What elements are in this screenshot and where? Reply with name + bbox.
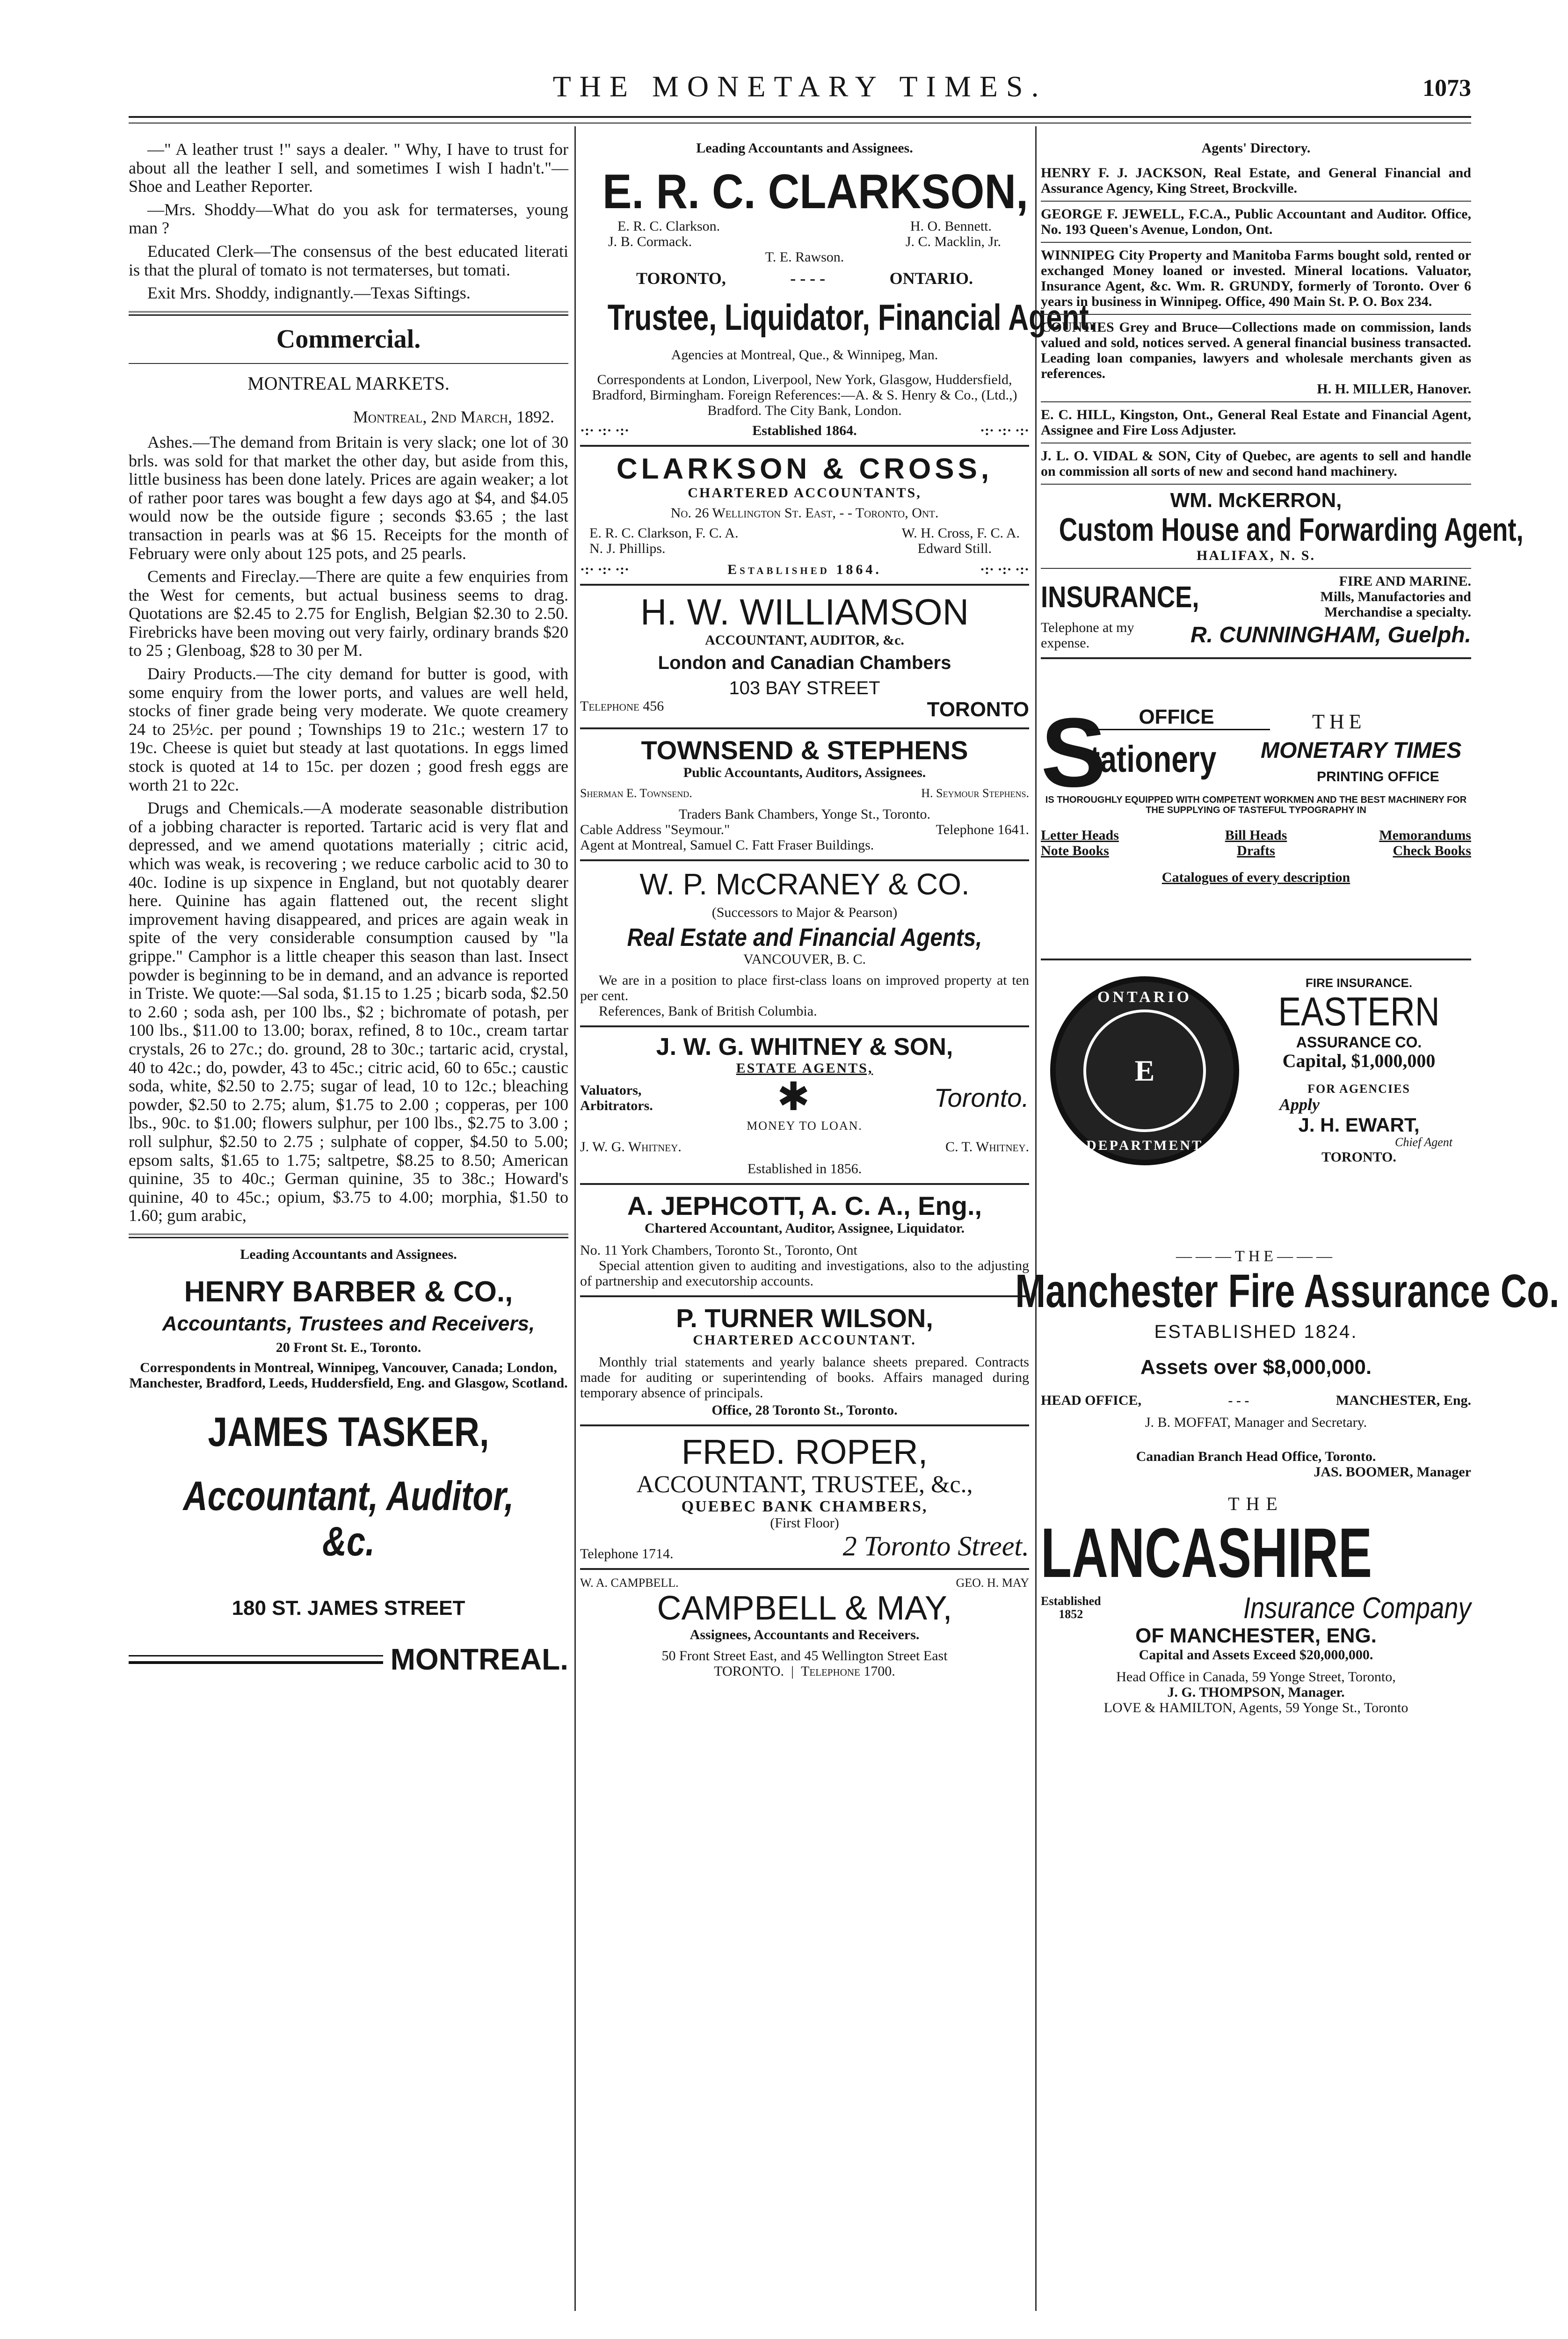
agent-jackson: HENRY F. J. JACKSON, Real Estate, and General Financial and Assurance Agency, King Street, Brockville. bbox=[1041, 165, 1471, 196]
established-text: Established 1864. bbox=[727, 561, 882, 577]
tasker-role: Accountant, Auditor, &c. bbox=[183, 1473, 514, 1565]
page-number: 1073 bbox=[1423, 75, 1471, 102]
stationery-catalogues: Catalogues of every description bbox=[1161, 870, 1350, 886]
seal-monogram: E bbox=[1083, 1010, 1206, 1132]
partner: E. R. C. Clarkson. bbox=[617, 218, 720, 234]
williamson-city: TORONTO bbox=[927, 697, 1029, 721]
tasker-city-row bbox=[129, 1643, 568, 1676]
insurance-telephone: Telephone at my expense. bbox=[1041, 620, 1134, 651]
cross-address: No. 26 Wellington St. East, - - Toronto, Ont. bbox=[670, 505, 939, 521]
seal-bottom-text: DEPARTMENT bbox=[1086, 1138, 1204, 1154]
stationery-monetary-times: MONETARY TIMES bbox=[1261, 738, 1462, 763]
divider bbox=[129, 363, 568, 364]
mccraney-references: References, Bank of British Columbia. bbox=[599, 1003, 817, 1019]
eastern-chief: Chief Agent bbox=[1394, 1135, 1452, 1149]
flourish-rule bbox=[129, 1655, 383, 1664]
stationery-the: THE bbox=[1312, 710, 1366, 734]
jephcott-address: No. 11 York Chambers, Toronto St., Toronto, Ont bbox=[580, 1242, 857, 1258]
valuators: Valuators, bbox=[580, 1082, 642, 1098]
stationery-items bbox=[1041, 828, 1471, 858]
divider bbox=[1041, 959, 1471, 960]
partner: W. H. Cross, F. C. A. bbox=[901, 525, 1020, 541]
barber-address: 20 Front St. E., Toronto. bbox=[276, 1340, 421, 1356]
partner: H. O. Bennett. bbox=[910, 218, 992, 234]
star-ornament: ✱ bbox=[777, 1075, 810, 1119]
agent-counties: COUNTIES Grey and Bruce—Collections made on commission, lands valued and sold, notices served. A general financial business transacted. Leading loan companies, lawyers and wholesale merchants given as references. bbox=[1041, 320, 1471, 381]
cross-partners-1 bbox=[580, 525, 1029, 541]
clarkson-partners-2 bbox=[580, 234, 1029, 249]
whitney-partners bbox=[580, 1139, 1029, 1155]
manchester-name: Manchester Fire Assurance Co. bbox=[1015, 1264, 1560, 1317]
agent-vidal: J. L. O. VIDAL & SON, City of Quebec, are agents to sell and handle on commission all sorts of new and second hand machinery. bbox=[1041, 448, 1471, 479]
clarkson-city bbox=[580, 269, 1029, 288]
townsend-partners bbox=[580, 787, 1029, 800]
manchester-boomer: JAS. BOOMER, Manager bbox=[1314, 1464, 1471, 1480]
city: TORONTO, bbox=[636, 269, 726, 288]
mccraney-city: VANCOUVER, B. C. bbox=[743, 952, 866, 967]
wilson-name: P. TURNER WILSON, bbox=[676, 1303, 933, 1333]
province: ONTARIO. bbox=[889, 269, 973, 288]
divider bbox=[1041, 484, 1471, 485]
williamson-street: 103 BAY STREET bbox=[729, 677, 880, 698]
wilson-office: Office, 28 Toronto St., Toronto. bbox=[711, 1402, 898, 1418]
column-rule-1 bbox=[574, 126, 576, 2311]
divider bbox=[580, 1424, 1029, 1426]
column-left bbox=[129, 140, 568, 2311]
whitney-money: MONEY TO LOAN. bbox=[747, 1119, 863, 1133]
clarkson-correspondents: Correspondents at London, Liverpool, New York, Glasgow, Huddersfield, Bradford, Birmingham. Foreign References:—A. & S. Henry & Co., (Ltd.,) Bradford. The City Bank, London. bbox=[592, 371, 1017, 418]
header-rule bbox=[129, 116, 1471, 118]
clarkson-agencies: Agencies at Montreal, Que., & Winnipeg, Man. bbox=[671, 347, 938, 363]
eastern-apply: Apply bbox=[1279, 1095, 1320, 1114]
williamson-telephone: Telephone 456 bbox=[580, 698, 664, 714]
lancashire-established bbox=[1041, 1595, 1101, 1621]
campbell-telephone: Telephone 1700. bbox=[800, 1663, 895, 1679]
roper-floor: (First Floor) bbox=[770, 1515, 839, 1531]
page-header bbox=[129, 70, 1471, 112]
divider bbox=[1041, 401, 1471, 402]
cross-partners-2 bbox=[580, 541, 1029, 556]
established-text: Established 1864. bbox=[752, 422, 857, 438]
partner: GEO. H. MAY bbox=[956, 1576, 1029, 1590]
partner: N. J. Phillips. bbox=[589, 540, 666, 556]
mccraney-text: We are in a position to place first-class loans on improved property at ten per cent. bbox=[580, 973, 1029, 1004]
stationery-item: Bill Heads bbox=[1225, 828, 1287, 843]
agent-hill: E. C. HILL, Kingston, Ont., General Real Estate and Financial Agent, Assignee and Fire Loss Adjuster. bbox=[1041, 407, 1471, 438]
williamson-tel-row bbox=[580, 698, 1029, 721]
cunningham-row-2 bbox=[1041, 620, 1471, 651]
clarkson-partners-1 bbox=[580, 218, 1029, 234]
insurance-line: Merchandise a specialty. bbox=[1324, 604, 1471, 620]
shoddy-joke-2: Educated Clerk—The consensus of the best educated literati is that the plural of tomato is not termaterses, but tomati. bbox=[129, 241, 568, 279]
col2-header: Leading Accountants and Assignees. bbox=[696, 140, 913, 156]
stationery-item: Drafts bbox=[1237, 843, 1275, 859]
mccraney-successors: (Successors to Major & Pearson) bbox=[711, 904, 898, 920]
townsend-name: TOWNSEND & STEPHENS bbox=[641, 735, 968, 765]
townsend-cable-row bbox=[580, 822, 1029, 837]
divider bbox=[1041, 242, 1471, 243]
tasker-address: 180 ST. JAMES STREET bbox=[232, 1596, 465, 1620]
divider bbox=[1041, 568, 1471, 569]
cunningham-name: R. CUNNINGHAM, Guelph. bbox=[1191, 622, 1471, 647]
campbell-partners bbox=[580, 1576, 1029, 1590]
divider bbox=[1041, 314, 1471, 315]
mckerron-role: Custom House and Forwarding Agent, bbox=[1059, 511, 1524, 548]
lancashire-of: OF MANCHESTER, ENG. bbox=[1135, 1624, 1377, 1647]
williamson-role: ACCOUNTANT, AUDITOR, &c. bbox=[705, 632, 904, 648]
partner: H. Seymour Stephens. bbox=[921, 786, 1029, 800]
market-ashes: Ashes.—The demand from Britain is very slack; one lot of 30 brls. was sold for that market the other day, but aside from this, little business has been done lately. Prices are again weaker; a lot of rather poor tares was bought a few days ago at $4, and $4.05 would now be the outside figure ; seconds $3.65 ; the last transaction in pearls was at $6 15. Receipts for the month of February were only about 125 pots, and 25 pearls. bbox=[129, 432, 568, 563]
lancashire-insurance: Insurance Company bbox=[1243, 1591, 1471, 1625]
campbell-city-row: TORONTO. | Telephone 1700. bbox=[714, 1663, 895, 1679]
stationery-initial: S bbox=[1041, 697, 1107, 808]
townsend-address: Traders Bank Chambers, Yonge St., Toronto. bbox=[679, 806, 930, 822]
stationery-office: OFFICE bbox=[1083, 706, 1270, 730]
section-rule bbox=[129, 311, 568, 316]
manchester-canada: Canadian Branch Head Office, Toronto. bbox=[1136, 1449, 1376, 1465]
journal-title: THE MONETARY TIMES. bbox=[552, 70, 1047, 103]
whitney-row bbox=[580, 1076, 1029, 1119]
eastern-city: TORONTO. bbox=[1321, 1149, 1396, 1165]
shoddy-joke-1: —Mrs. Shoddy—What do you ask for termaterses, young man ? bbox=[129, 200, 568, 238]
ads-rule bbox=[129, 1234, 568, 1238]
partner: J. W. G. Whitney. bbox=[580, 1139, 682, 1155]
mccraney-name: W. P. McCRANEY & CO. bbox=[639, 867, 970, 901]
insurance-line: Mills, Manufactories and bbox=[1320, 589, 1471, 605]
partner: C. T. Whitney. bbox=[945, 1139, 1029, 1155]
col3-header: Agents' Directory. bbox=[1201, 140, 1311, 156]
campbell-name: CAMPBELL & MAY, bbox=[657, 1590, 952, 1627]
markets-title: MONTREAL MARKETS. bbox=[247, 373, 450, 394]
lancashire-capital: Capital and Assets Exceed $20,000,000. bbox=[1139, 1647, 1373, 1663]
whitney-name: J. W. G. WHITNEY & SON, bbox=[656, 1033, 953, 1061]
roper-tel-row bbox=[580, 1531, 1029, 1562]
arbitrators: Arbitrators. bbox=[580, 1097, 653, 1113]
stationery-item: Check Books bbox=[1393, 843, 1471, 859]
townsend-telephone: Telephone 1641. bbox=[936, 822, 1029, 838]
jephcott-name: A. JEPHCOTT, A. C. A., Eng., bbox=[627, 1191, 982, 1221]
dashes: - - - - bbox=[790, 269, 826, 288]
divider bbox=[580, 1025, 1029, 1027]
leather-trust-joke: —" A leather trust !" says a dealer. " Why, I have to trust for about all the leather I sell, and sometimes I wish I hadn't."—Shoe and Leather Reporter. bbox=[129, 140, 568, 196]
eastern-name: EASTERN bbox=[1278, 989, 1440, 1034]
roper-address: QUEBEC BANK CHAMBERS, bbox=[681, 1498, 928, 1516]
lancashire-est-row bbox=[1041, 1591, 1471, 1624]
partner: W. A. CAMPBELL. bbox=[580, 1576, 679, 1590]
barber-correspondents: Correspondents in Montreal, Winnipeg, Vancouver, Canada; London, Manchester, Bradford, Leeds, Huddersfield, Eng. and Glasgow, Scotland. bbox=[129, 1360, 568, 1391]
whitney-role: ESTATE AGENTS, bbox=[736, 1061, 873, 1076]
manchester-the-word: THE bbox=[1234, 1248, 1278, 1265]
eastern-fire: FIRE INSURANCE. bbox=[1305, 976, 1413, 990]
barber-name: HENRY BARBER & CO., bbox=[184, 1275, 513, 1308]
divider bbox=[1041, 201, 1471, 202]
divider bbox=[580, 727, 1029, 729]
manchester-head-office bbox=[1041, 1393, 1471, 1408]
manchester-moffat: J. B. MOFFAT, Manager and Secretary. bbox=[1145, 1415, 1367, 1431]
ontario-department-seal bbox=[1050, 976, 1239, 1165]
market-dairy: Dairy Products.—The city demand for butter is good, with some enquiry from the lower ports, and values are well held, stocks of finer grade being very moderate. We quote creamery 24 to 25½c. per pound ; Townships 19 to 21c.; western 17 to 19c. Cheese is quiet but steady at last quotations. In eggs limed stock is quoted at 14 to 15c. per dozen ; good fresh eggs are worth 21 to 22c. bbox=[129, 664, 568, 794]
tasker-name: JAMES TASKER, bbox=[208, 1409, 489, 1455]
stationery-ad bbox=[1041, 697, 1471, 930]
partner: Sherman E. Townsend. bbox=[580, 786, 692, 800]
divider bbox=[580, 1568, 1029, 1570]
seal-top-text: ONTARIO bbox=[1097, 988, 1192, 1006]
stationery-equipped: IS THOROUGHLY EQUIPPED WITH COMPETENT WORKMEN AND THE BEST MACHINERY FOR THE SUPPLYING OF TASTEFUL TYPOGRAPHY IN bbox=[1045, 795, 1467, 816]
insurance-line: FIRE AND MARINE. bbox=[1339, 574, 1471, 589]
campbell-address: 50 Front Street East, and 45 Wellington Street East bbox=[661, 1648, 948, 1664]
agent-winnipeg: WINNIPEG City Property and Manitoba Farms bought sold, rented or exchanged Money loaned or invested. Mineral locations. Valuator, Insurance Agent, &c. Wm. R. GRUNDY, formerly of Toronto. Over 6 years in business in Winnipeg. Office, 490 Main St. P. O. Box 234. bbox=[1041, 247, 1471, 309]
mckerron-city: HALIFAX, N. S. bbox=[1197, 548, 1315, 564]
cross-name: CLARKSON & CROSS, bbox=[616, 452, 993, 485]
cross-established: ·:· ·:· ·:· Established 1864. ·:· ·:· ·:· bbox=[580, 561, 1029, 577]
cross-role: CHARTERED ACCOUNTANTS, bbox=[688, 485, 922, 501]
partner: J. C. Macklin, Jr. bbox=[905, 234, 1001, 250]
williamson-name: H. W. WILLIAMSON bbox=[640, 591, 969, 632]
lancashire-name: LANCASHIRE bbox=[1041, 1513, 1372, 1592]
clarkson-role: Trustee, Liquidator, Financial Agent. bbox=[607, 296, 1097, 338]
roper-name: FRED. ROPER, bbox=[681, 1432, 928, 1472]
whitney-city: Toronto. bbox=[934, 1082, 1029, 1112]
campbell-city: TORONTO. bbox=[714, 1663, 784, 1679]
column-right bbox=[1015, 140, 1560, 2311]
partner: J. B. Cormack. bbox=[608, 234, 692, 250]
whitney-established: Established in 1856. bbox=[747, 1161, 862, 1177]
manchester-established: ESTABLISHED 1824. bbox=[1154, 1321, 1358, 1342]
williamson-chambers: London and Canadian Chambers bbox=[658, 652, 951, 673]
eastern-text bbox=[1247, 976, 1471, 1164]
roper-role: ACCOUNTANT, TRUSTEE, &c., bbox=[636, 1471, 973, 1498]
partner: Edward Still. bbox=[917, 540, 992, 556]
manchester-assets: Assets over $8,000,000. bbox=[1140, 1355, 1372, 1379]
head-office-label: HEAD OFFICE, bbox=[1041, 1393, 1142, 1409]
dateline: Montreal, 2nd March, 1892. bbox=[353, 407, 554, 427]
wilson-text: Monthly trial statements and yearly balance sheets prepared. Contracts made for auditing or superintending of books. Affairs managed during temporary absence of principals. bbox=[580, 1354, 1029, 1401]
divider bbox=[1041, 657, 1471, 659]
stationery-item: Note Books bbox=[1041, 843, 1109, 859]
eastern-ad bbox=[1041, 967, 1471, 1257]
stationery-item: Memorandums bbox=[1379, 828, 1471, 843]
insurance-lines bbox=[1321, 574, 1472, 620]
eastern-ewart: J. H. EWART, bbox=[1298, 1113, 1420, 1136]
whitney-services bbox=[580, 1082, 653, 1113]
divider bbox=[580, 1295, 1029, 1297]
manchester-the: ———THE——— bbox=[1176, 1248, 1336, 1265]
mckerron-name: WM. McKERRON, bbox=[1170, 489, 1342, 512]
lancashire-agents: LOVE & HAMILTON, Agents, 59 Yonge St., Toronto bbox=[1103, 1700, 1408, 1715]
shoddy-joke-3: Exit Mrs. Shoddy, indignantly.—Texas Siftings. bbox=[147, 283, 471, 303]
mccraney-role: Real Estate and Financial Agents, bbox=[627, 923, 982, 952]
eastern-capital: Capital, $1,000,000 bbox=[1282, 1050, 1436, 1071]
agent-counties-signature: H. H. MILLER, Hanover. bbox=[1317, 381, 1471, 397]
column-rule-2 bbox=[1035, 126, 1037, 2311]
eastern-company: ASSURANCE CO. bbox=[1296, 1033, 1422, 1051]
roper-telephone: Telephone 1714. bbox=[580, 1546, 674, 1562]
campbell-role: Assignees, Accountants and Receivers. bbox=[690, 1627, 920, 1643]
lancashire-manager: J. G. THOMPSON, Manager. bbox=[1167, 1684, 1345, 1700]
jephcott-role: Chartered Accountant, Auditor, Assignee, Liquidator. bbox=[645, 1220, 965, 1236]
dashes: - - - bbox=[1228, 1393, 1249, 1409]
eastern-for: FOR AGENCIES bbox=[1307, 1082, 1410, 1096]
est-label: Established bbox=[1041, 1594, 1101, 1608]
clarkson-name: E. R. C. CLARKSON, bbox=[603, 165, 1029, 219]
ads-header: Leading Accountants and Assignees. bbox=[240, 1246, 457, 1262]
townsend-cable: Cable Address "Seymour." bbox=[580, 822, 730, 838]
lancashire-name-row bbox=[1041, 1514, 1471, 1591]
roper-street: 2 Toronto Street. bbox=[842, 1531, 1029, 1562]
stationery-item: Letter Heads bbox=[1041, 828, 1119, 843]
agent-jewell: GEORGE F. JEWELL, F.C.A., Public Accountant and Auditor. Office, No. 193 Queen's Avenue, London, Ont. bbox=[1041, 206, 1471, 237]
market-drugs: Drugs and Chemicals.—A moderate seasonable distribution of a jobbing character is reported. Tartaric acid is very flat and depressed, and we amend quotations materially ; citric acid, which was weak, is recovering ; we reduce carbolic acid to 30 to 40c. Iodine is up sixpence in England, but not quotably dearer here. Quinine has again flattened out, the recent slight improvement having disappeared, and prices are again weak in spite of the very considerable consumption caused by "la grippe." Camphor is a little cheaper this season than last. Insect powder is beginning to be in demand, and an advance is reported in Triste. We quote:—Sal soda, $1.15 to 1.25 ; bicarb soda, $2.50 to 2.60 ; soda ash, per 100 lbs., $2 ; bichromate of potash, per 100 lbs., $11.00 to 13.00; borax, refined, 8 to 10c., cream tartar crystals, 26 to 27c.; do. ground, 28 to 30c.; tartaric acid, crystal, 40 to 42c.; do, powder, 43 to 45c.; citric acid, 60 to 65c.; caustic soda, white, $2.50 to 2.75; sugar of lead, 10 to 12c.; bleaching powder, $2.50 to 2.75; alum, $1.75 to 2.00 ; copperas, per 100 lbs., 90c. to $1.00; flowers sulphur, per 100 lbs., $2.75 to 3.00 ; roll sulphur, $2.50 to 2.75 ; sulphate of copper, $4.50 to 5.00; epsom salts, $1.65 to 1.75; saltpetre, $8.25 to 8.50; American quinine, 35 to 40c.; German quinine, 35 to 38c.; Howard's quinine, 40 to 45c.; opium, $3.75 to 4.00; morphia, $1.50 to 1.60; gum arabic, bbox=[129, 799, 568, 1225]
lancashire-head-office: Head Office in Canada, 59 Yonge Street, Toronto, bbox=[1116, 1669, 1396, 1685]
barber-role: Accountants, Trustees and Receivers, bbox=[162, 1312, 535, 1336]
townsend-role: Public Accountants, Auditors, Assignees. bbox=[683, 764, 926, 780]
divider bbox=[580, 445, 1029, 447]
clarkson-established: ·:· ·:· ·:· Established 1864. ·:· ·:· ·:· bbox=[580, 422, 1029, 438]
stationery-printing-office: PRINTING OFFICE bbox=[1317, 769, 1439, 785]
lancashire-the: THE bbox=[1228, 1493, 1284, 1515]
section-title-commercial: Commercial. bbox=[276, 324, 421, 354]
cunningham-row-1 bbox=[1041, 574, 1471, 620]
tasker-city: MONTREAL. bbox=[390, 1642, 568, 1677]
divider bbox=[580, 1183, 1029, 1185]
insurance-word: INSURANCE, bbox=[1041, 580, 1199, 614]
clarkson-partner-3: T. E. Rawson. bbox=[765, 249, 844, 265]
stationery-word: tationery bbox=[1090, 738, 1217, 780]
market-cements: Cements and Fireclay.—There are quite a few enquiries from the West for cements, but actual business seems to drag. Quotations are $2.45 to 2.75 for English, Belgian $2.30 to 2.50. Firebricks have been moving out very fairly, ordinary brands $20 to 25 ; Glenboag, $28 to 30 per M. bbox=[129, 567, 568, 660]
jephcott-text: Special attention given to auditing and investigations, also to the adjusting of partnership and executorship accounts. bbox=[580, 1257, 1029, 1289]
wilson-role: CHARTERED ACCOUNTANT. bbox=[693, 1332, 916, 1348]
divider bbox=[580, 859, 1029, 861]
divider bbox=[580, 584, 1029, 586]
partner: E. R. C. Clarkson, F. C. A. bbox=[589, 525, 739, 541]
townsend-agent: Agent at Montreal, Samuel C. Fatt Fraser Buildings. bbox=[580, 837, 874, 853]
head-office-city: MANCHESTER, Eng. bbox=[1336, 1393, 1471, 1409]
est-year: 1852 bbox=[1059, 1607, 1083, 1621]
